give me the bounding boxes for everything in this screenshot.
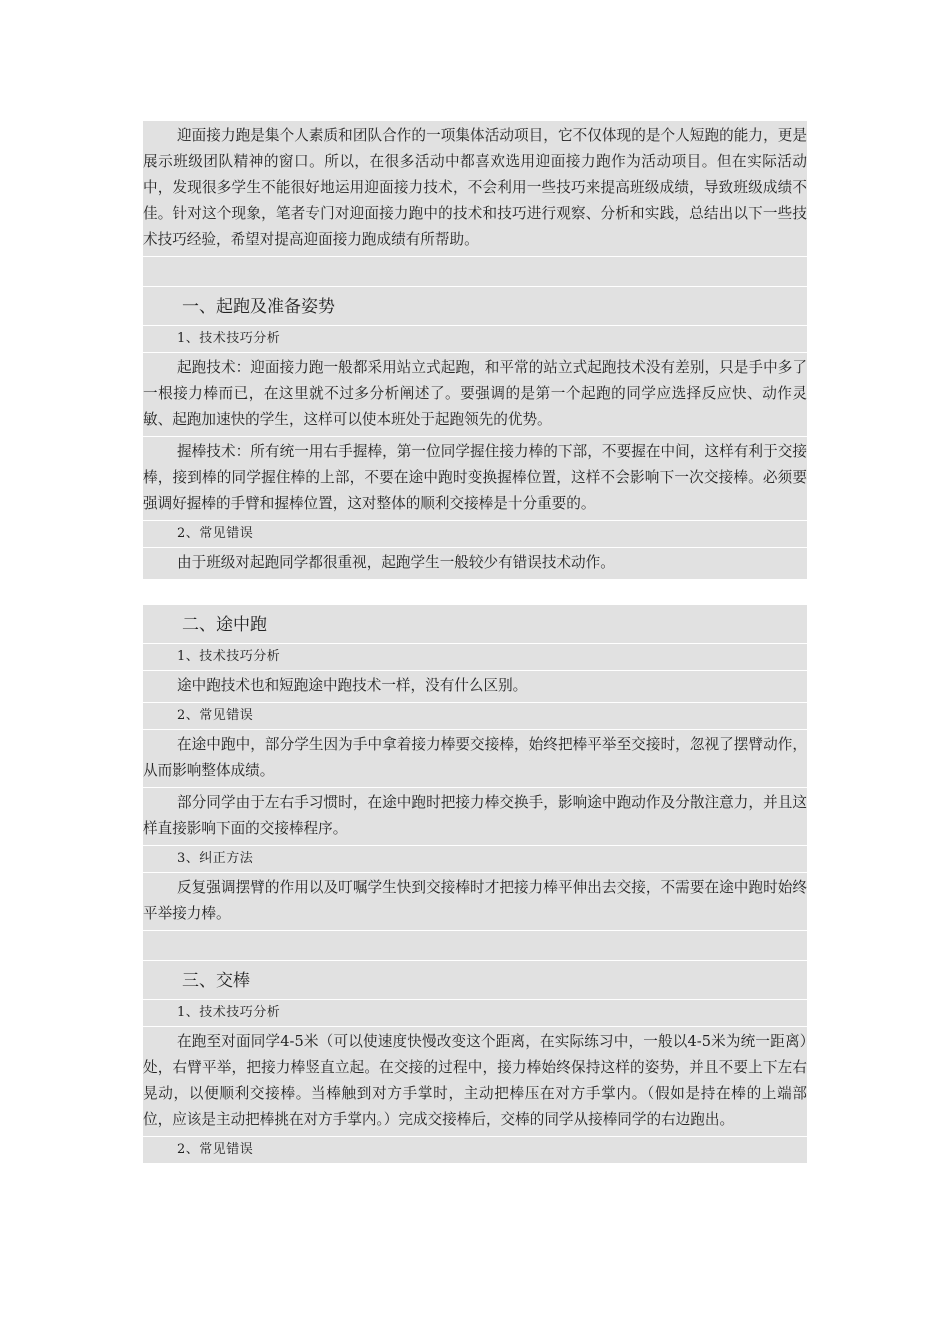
section-1-sub-errors: 2、常见错误 — [143, 521, 807, 547]
spacer — [143, 579, 807, 605]
section-2-para-technique: 途中跑技术也和短跑途中跑技术一样，没有什么区别。 — [143, 671, 807, 702]
document-body — [143, 121, 807, 1163]
section-2-title: 二、途中跑 — [143, 605, 807, 643]
section-3-para-handoff: 在跑至对面同学4-5米（可以使速度快慢改变这个距离，在实际练习中，一般以4-5米为统一距离）处，右臂平举，把接力棒竖直立起。在交接的过程中，接力棒始终保持这样的姿势，并且不要上下左右晃动，以便顺利交接棒。当棒触到对方手掌时，主动把棒压在对方手掌内。（假如是持在棒的上端部位，应该是主动把棒挑在对方手掌内。）完成交接棒后，交棒的同学从接棒同学的右边跑出。 — [143, 1027, 807, 1136]
section-3-sub-errors: 2、常见错误 — [143, 1137, 807, 1163]
section-1-title: 一、起跑及准备姿势 — [143, 287, 807, 325]
section-1-para-errors: 由于班级对起跑同学都很重视，起跑学生一般较少有错误技术动作。 — [143, 548, 807, 579]
section-2-sub-analysis: 1、技术技巧分析 — [143, 644, 807, 670]
intro-paragraph: 迎面接力跑是集个人素质和团队合作的一项集体活动项目，它不仅体现的是个人短跑的能力，更是展示班级团队精神的窗口。所以，在很多活动中都喜欢选用迎面接力跑作为活动项目。但在实际活动中，发现很多学生不能很好地运用迎面接力技术，不会利用一些技巧来提高班级成绩，导致班级成绩不佳。针对这个现象，笔者专门对迎面接力跑中的技术和技巧进行观察、分析和实践，总结出以下一些技术技巧经验，希望对提高迎面接力跑成绩有所帮助。 — [143, 121, 807, 256]
section-1-sub-analysis: 1、技术技巧分析 — [143, 326, 807, 352]
section-2-para-correction: 反复强调摆臂的作用以及叮嘱学生快到交接棒时才把接力棒平伸出去交接，不需要在途中跑时始终平举接力棒。 — [143, 873, 807, 930]
section-3-title: 三、交棒 — [143, 961, 807, 999]
section-1-para-start: 起跑技术：迎面接力跑一般都采用站立式起跑，和平常的站立式起跑技术没有差别，只是手中多了一根接力棒而已，在这里就不过多分析阐述了。要强调的是第一个起跑的同学应选择反应快、动作灵敏、起跑加速快的学生，这样可以使本班处于起跑领先的优势。 — [143, 353, 807, 436]
spacer — [143, 931, 807, 960]
section-2-para-error-2: 部分同学由于左右手习惯时，在途中跑时把接力棒交换手，影响途中跑动作及分散注意力，并且这样直接影响下面的交接棒程序。 — [143, 788, 807, 845]
section-2-sub-correction: 3、纠正方法 — [143, 846, 807, 872]
section-2-sub-errors: 2、常见错误 — [143, 703, 807, 729]
section-3-sub-analysis: 1、技术技巧分析 — [143, 1000, 807, 1026]
section-2-para-error-1: 在途中跑中，部分学生因为手中拿着接力棒要交接棒，始终把棒平举至交接时，忽视了摆臂动作，从而影响整体成绩。 — [143, 730, 807, 787]
section-1-para-grip: 握棒技术：所有统一用右手握棒，第一位同学握住接力棒的下部，不要握在中间，这样有利于交接棒，接到棒的同学握住棒的上部，不要在途中跑时变换握棒位置，这样不会影响下一次交接棒。必须要强调好握棒的手臂和握棒位置，这对整体的顺利交接棒是十分重要的。 — [143, 437, 807, 520]
spacer — [143, 257, 807, 286]
